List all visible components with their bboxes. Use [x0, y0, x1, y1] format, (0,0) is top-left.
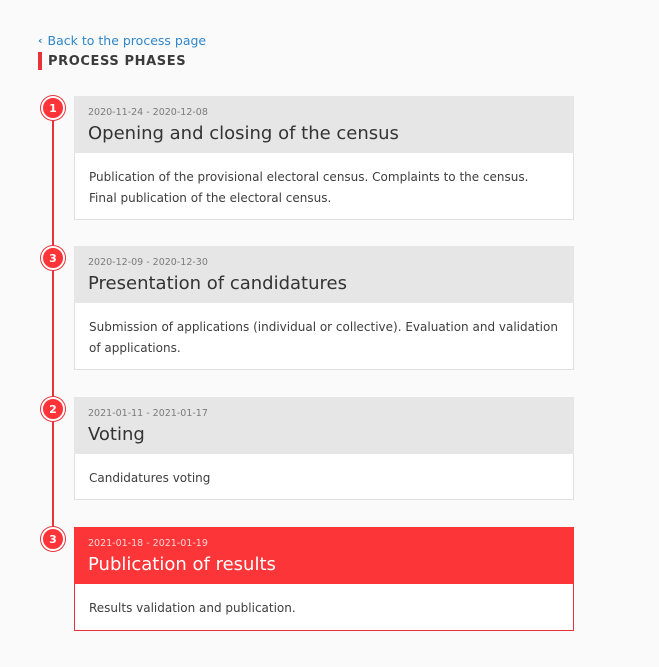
phase-number-badge: 2 — [41, 397, 65, 421]
phase-description: Candidatures voting — [74, 454, 574, 500]
page-title — [38, 52, 186, 70]
phase-dates: 2021-01-18 - 2021-01-19 — [88, 538, 208, 549]
phase-card — [74, 96, 574, 220]
phase-title: Publication of results — [88, 554, 276, 575]
back-to-process-link[interactable] — [38, 33, 206, 48]
phase-card — [74, 246, 574, 370]
phase-title: Presentation of candidatures — [88, 273, 347, 294]
phase-number-badge: 3 — [41, 246, 65, 270]
phase-description: Submission of applications (individual or collective). Evaluation and validation of applications. — [74, 303, 574, 370]
title-accent-bar — [38, 52, 42, 70]
phase-header — [74, 246, 574, 303]
phase-number-badge: 3 — [41, 527, 65, 551]
phase-description: Results validation and publication. — [74, 584, 574, 631]
phase-header — [74, 527, 574, 584]
phase-title: Voting — [88, 424, 145, 445]
timeline-line — [52, 110, 54, 540]
chevron-left-icon: ‹ — [38, 34, 43, 47]
phase-description: Publication of the provisional electoral census. Complaints to the census. Final publication of the electoral census. — [74, 153, 574, 220]
phase-header — [74, 397, 574, 454]
phase-dates: 2021-01-11 - 2021-01-17 — [88, 408, 208, 419]
phase-card-active — [74, 527, 574, 631]
phase-number-badge: 1 — [41, 96, 65, 120]
phase-title: Opening and closing of the census — [88, 123, 399, 144]
page-title-text: PROCESS PHASES — [48, 53, 187, 69]
phase-dates: 2020-11-24 - 2020-12-08 — [88, 107, 208, 118]
phase-card — [74, 397, 574, 500]
phase-header — [74, 96, 574, 153]
back-link-label: Back to the process page — [47, 33, 207, 48]
phase-dates: 2020-12-09 - 2020-12-30 — [88, 257, 208, 268]
